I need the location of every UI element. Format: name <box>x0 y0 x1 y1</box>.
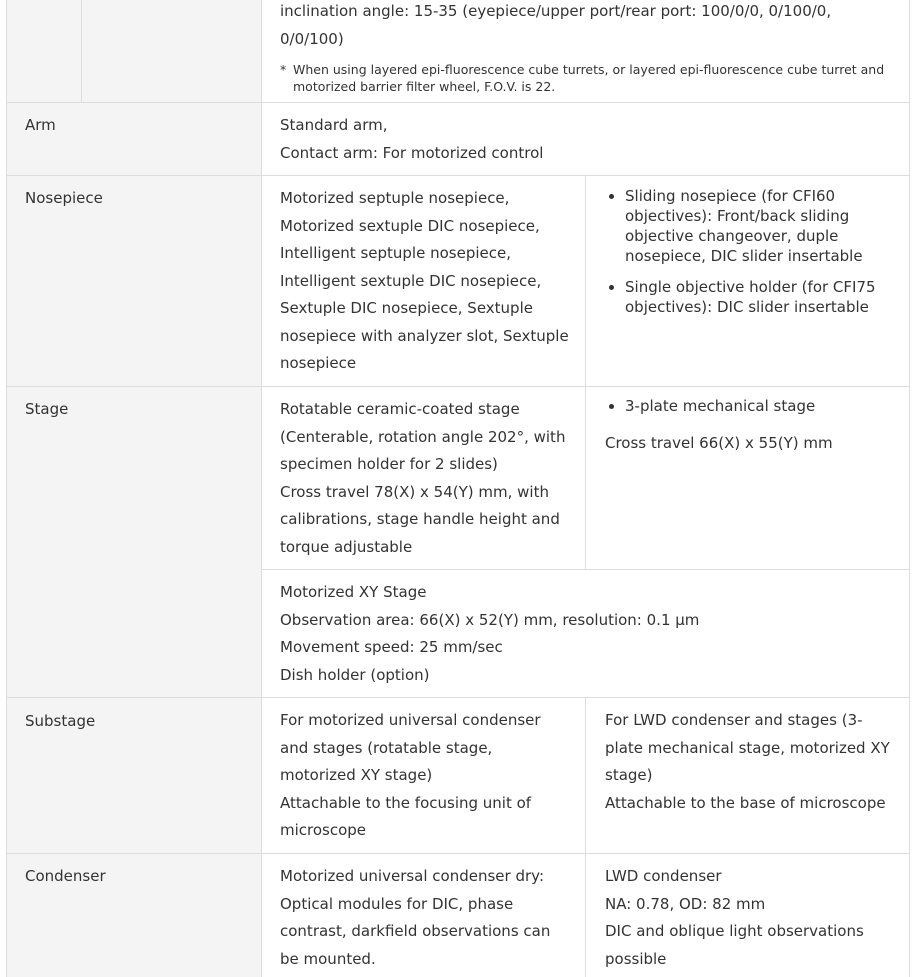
stage-motorized-line: Movement speed: 25 mm/sec <box>280 638 503 656</box>
nosepiece-left-value <box>280 185 580 378</box>
condenser-right-line: LWD condenser <box>605 867 722 885</box>
stage-left-line: specimen holder for 2 slides) <box>280 455 498 473</box>
nosepiece-left-line: Motorized septuple nosepiece, <box>280 189 510 207</box>
condenser-right-value <box>605 863 905 973</box>
row-divider-arm <box>6 175 910 176</box>
substage-right-line: Attachable to the base of microscope <box>605 793 886 812</box>
bullet-line: objectives): Front/back sliding <box>625 207 850 225</box>
label-cell-top-b <box>82 0 261 102</box>
bullet-line: nosepiece, DIC slider insertable <box>625 247 863 265</box>
nosepiece-right-list <box>605 186 905 317</box>
substage-left-line: Attachable to the focusing unit of <box>280 793 532 812</box>
nosepiece-left-line: Intelligent septuple nosepiece, <box>280 244 511 262</box>
nosepiece-left-line: Intelligent sextuple DIC nosepiece, <box>280 271 542 290</box>
substage-left-line: motorized XY stage) <box>280 766 433 784</box>
list-item <box>605 277 905 317</box>
row-label-nosepiece: Nosepiece <box>25 189 103 207</box>
condenser-left-line: be mounted. <box>280 949 376 968</box>
nosepiece-left-line: nosepiece <box>280 354 357 372</box>
condenser-left-value <box>280 863 580 973</box>
stage-left-line: (Centerable, rotation angle 202°, with <box>280 427 566 446</box>
note-asterisk: * <box>280 62 287 77</box>
table-border-value-split-substage <box>585 697 586 977</box>
row-label-stage: Stage <box>25 400 69 418</box>
row-label-arm: Arm <box>25 116 56 134</box>
nosepiece-left-line: Motorized sextuple DIC nosepiece, <box>280 216 540 235</box>
arm-value <box>280 112 580 167</box>
nosepiece-left-line: Sextuple DIC nosepiece, Sextuple <box>280 299 533 317</box>
label-cell-stage <box>6 386 261 697</box>
arm-line: Standard arm, <box>280 116 388 134</box>
arm-line: Contact arm: For motorized control <box>280 143 544 162</box>
substage-right-line: stage) <box>605 766 653 784</box>
condenser-right-line: possible <box>605 949 667 968</box>
condenser-right-line: DIC and oblique light observations <box>605 922 864 940</box>
note-text: When using layered epi-fluorescence cube turrets, or layered epi-fluorescence cube turret and motorized barrier filter wheel, F.O.V. is 22. <box>293 62 885 94</box>
substage-left-line: microscope <box>280 821 367 839</box>
bullet-line: Sliding nosepiece (for CFI60 <box>625 187 836 205</box>
condenser-left-line: Optical modules for DIC, phase <box>280 894 514 913</box>
stage-right-text: Cross travel 66(X) x 55(Y) mm <box>605 434 833 452</box>
condenser-right-line: NA: 0.78, OD: 82 mm <box>605 894 766 913</box>
substage-right-line: plate mechanical stage, motorized XY <box>605 738 890 757</box>
substage-left-line: and stages (rotatable stage, <box>280 738 493 757</box>
list-item: 3-plate mechanical stage <box>605 396 905 416</box>
top-row-text <box>280 0 900 53</box>
table-border-label-value <box>261 0 262 977</box>
stage-motorized-value <box>280 579 900 689</box>
stage-right-list <box>605 396 905 416</box>
stage-left-line: Rotatable ceramic-coated stage <box>280 400 520 418</box>
condenser-left-line: Motorized universal condenser dry: <box>280 867 544 885</box>
row-label-condenser: Condenser <box>25 867 106 885</box>
stage-left-line: torque adjustable <box>280 537 413 556</box>
substage-left-value <box>280 707 580 845</box>
table-border-value-split-nosepiece <box>585 175 586 569</box>
label-cell-arm <box>6 102 261 175</box>
stage-motorized-line: Observation area: 66(X) x 52(Y) mm, resolution: 0.1 µm <box>280 610 700 629</box>
row-divider-stage-inner <box>261 569 910 570</box>
stage-left-value <box>280 396 580 561</box>
stage-motorized-line: Dish holder (option) <box>280 665 430 684</box>
condenser-left-line: contrast, darkfield observations can <box>280 922 551 940</box>
table-border-right <box>909 0 910 977</box>
top-row-line: inclination angle: 15-35 (eyepiece/upper port/rear port: 100/0/0, 0/100/0, <box>280 2 832 20</box>
bullet-line: objective changeover, duple <box>625 227 839 245</box>
label-cell-top-a <box>6 0 82 102</box>
bullet-line: objectives): DIC slider insertable <box>625 298 869 316</box>
top-row-line: 0/0/100) <box>280 29 344 48</box>
stage-left-line: Cross travel 78(X) x 54(Y) mm, with <box>280 482 549 501</box>
stage-left-line: calibrations, stage handle height and <box>280 510 560 528</box>
substage-right-line: For LWD condenser and stages (3- <box>605 711 863 729</box>
substage-right-value <box>605 707 905 817</box>
row-label-substage: Substage <box>25 712 96 730</box>
top-row-note <box>280 61 895 95</box>
row-divider-nosepiece <box>6 386 910 387</box>
row-divider-substage <box>6 853 910 854</box>
bullet-line: Single objective holder (for CFI75 <box>625 278 876 296</box>
table-border-left <box>6 0 7 977</box>
row-divider-stage <box>6 697 910 698</box>
substage-left-line: For motorized universal condenser <box>280 711 541 729</box>
list-item <box>605 186 905 266</box>
row-divider-top <box>6 102 910 103</box>
table-border-inner-label <box>81 0 82 102</box>
stage-motorized-line: Motorized XY Stage <box>280 583 427 601</box>
nosepiece-left-line: nosepiece with analyzer slot, Sextuple <box>280 326 569 345</box>
